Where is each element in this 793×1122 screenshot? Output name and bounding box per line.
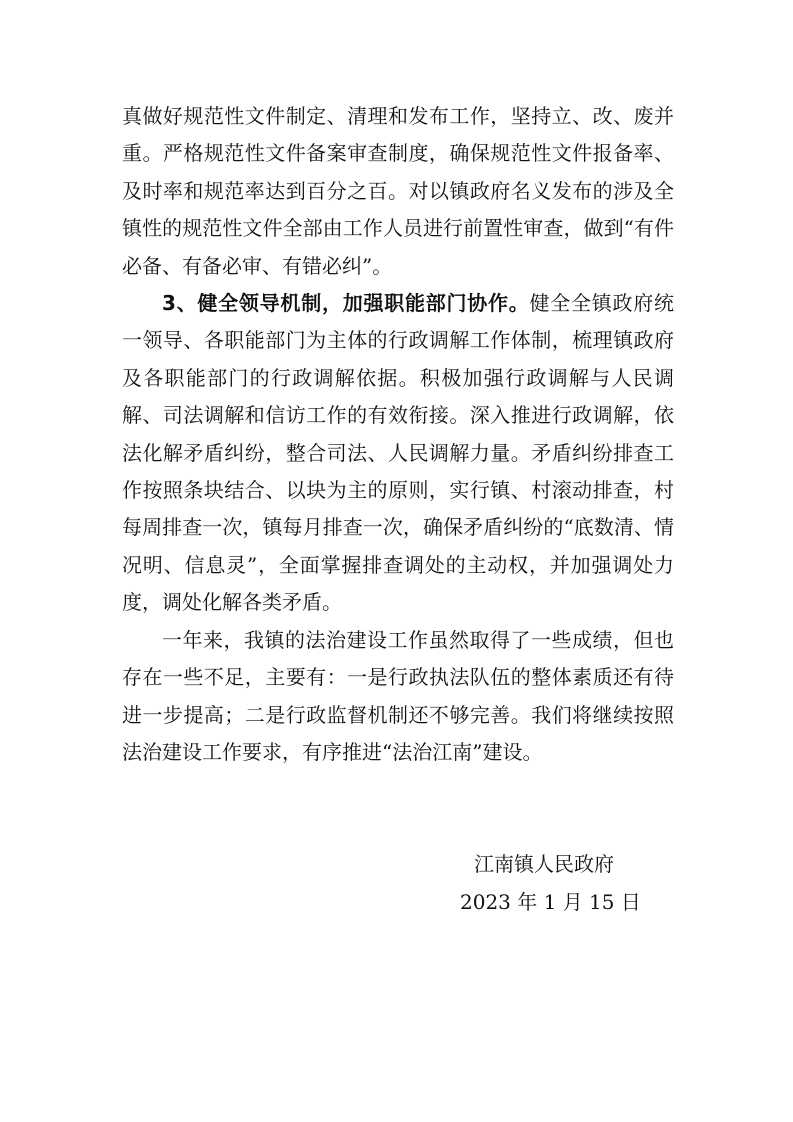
- paragraph-text: 一年来，我镇的法治建设工作虽然取得了一些成绩，但也存在一些不足，主要有：一是行政执法队伍的整体素质还有待进一步提高；二是行政监督机制还不够完善。我们将继续按照法治建设工作要求，有序推进“法治江南”建设。: [122, 627, 674, 764]
- signature-date: 2023 年 1 月 15 日: [460, 890, 641, 914]
- paragraph-leadership-mechanism: [122, 285, 674, 622]
- paragraph-lead: 3、健全领导机制，加强职能部门协作。: [162, 291, 530, 316]
- paragraph-text: 健全全镇政府统一领导、各职能部门为主体的行政调解工作体制，梳理镇政府及各职能部门的行政调解依据。积极加强行政调解与人民调解、司法调解和信访工作的有效衔接。深入推进行政调解，依法化解矛盾纠纷，整合司法、人民调解力量。矛盾纠纷排查工作按照条块结合、以块为主的原则，实行镇、村滚动排查，村每周排查一次，镇每月排查一次，确保矛盾纠纷的“底数清、情况明、信息灵”，全面掌握排查调处的主动权，并加强调处力度，调处化解各类矛盾。: [122, 291, 675, 615]
- paragraph-text: 真做好规范性文件制定、清理和发布工作，坚持立、改、废并重。严格规范性文件备案审查制度，确保规范性文件报备率、及时率和规范率达到百分之百。对以镇政府名义发布的涉及全镇性的规范性文件全部由工作人员进行前置性审查，做到“有件必备、有备必审、有错必纠”。: [122, 104, 674, 278]
- signature-organization: 江南镇人民政府: [474, 852, 614, 876]
- paragraph-continuation: [122, 98, 674, 285]
- paragraph-summary: [122, 622, 674, 772]
- signature-block: [460, 845, 680, 921]
- document-body: [122, 98, 674, 771]
